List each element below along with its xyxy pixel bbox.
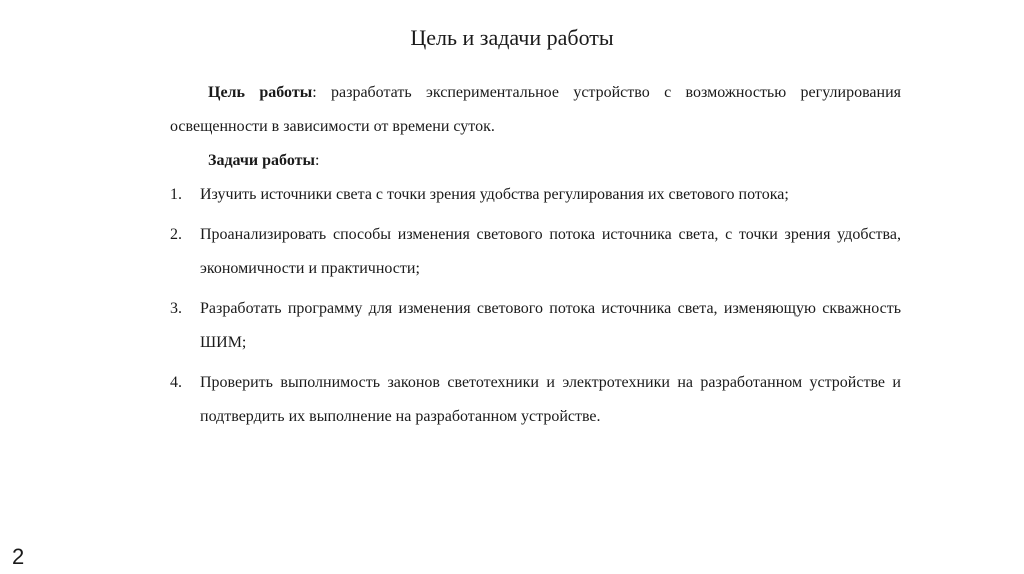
- task-number: 3.: [170, 300, 182, 317]
- goal-separator: :: [312, 84, 317, 101]
- task-item-4: [170, 366, 901, 434]
- task-item-2: [170, 218, 901, 286]
- task-number: 1.: [170, 186, 182, 203]
- task-text: Проверить выполнимость законов светотехники и электротехники на разработанном устройстве и подтвердить их выполнение на разработанном устройстве.: [200, 374, 901, 425]
- slide-title: Цель и задачи работы: [410, 25, 614, 50]
- task-text: Проанализировать способы изменения светового потока источника света, с точки зрения удобства, экономичности и практичности;: [200, 226, 901, 277]
- task-number: 2.: [170, 226, 182, 243]
- page-number: 2: [12, 544, 25, 569]
- task-text: Изучить источники света с точки зрения удобства регулирования их светового потока;: [200, 186, 789, 203]
- goal-label: Цель работы: [208, 84, 313, 101]
- tasks-heading-separator: :: [314, 152, 320, 169]
- task-number: 4.: [170, 374, 182, 391]
- tasks-heading-label: Задачи работы: [208, 152, 315, 169]
- task-item-3: [170, 292, 901, 360]
- task-item-1: [170, 178, 901, 212]
- task-text: Разработать программу для изменения светового потока источника света, изменяющую скважность ШИМ;: [200, 300, 901, 351]
- tasks-heading: [170, 144, 901, 178]
- goal-text: разработать экспериментальное устройство с возможностью регулирования освещенности в зависимости от времени суток.: [170, 84, 901, 135]
- slide-content: [170, 76, 901, 440]
- goal-paragraph: [170, 76, 901, 144]
